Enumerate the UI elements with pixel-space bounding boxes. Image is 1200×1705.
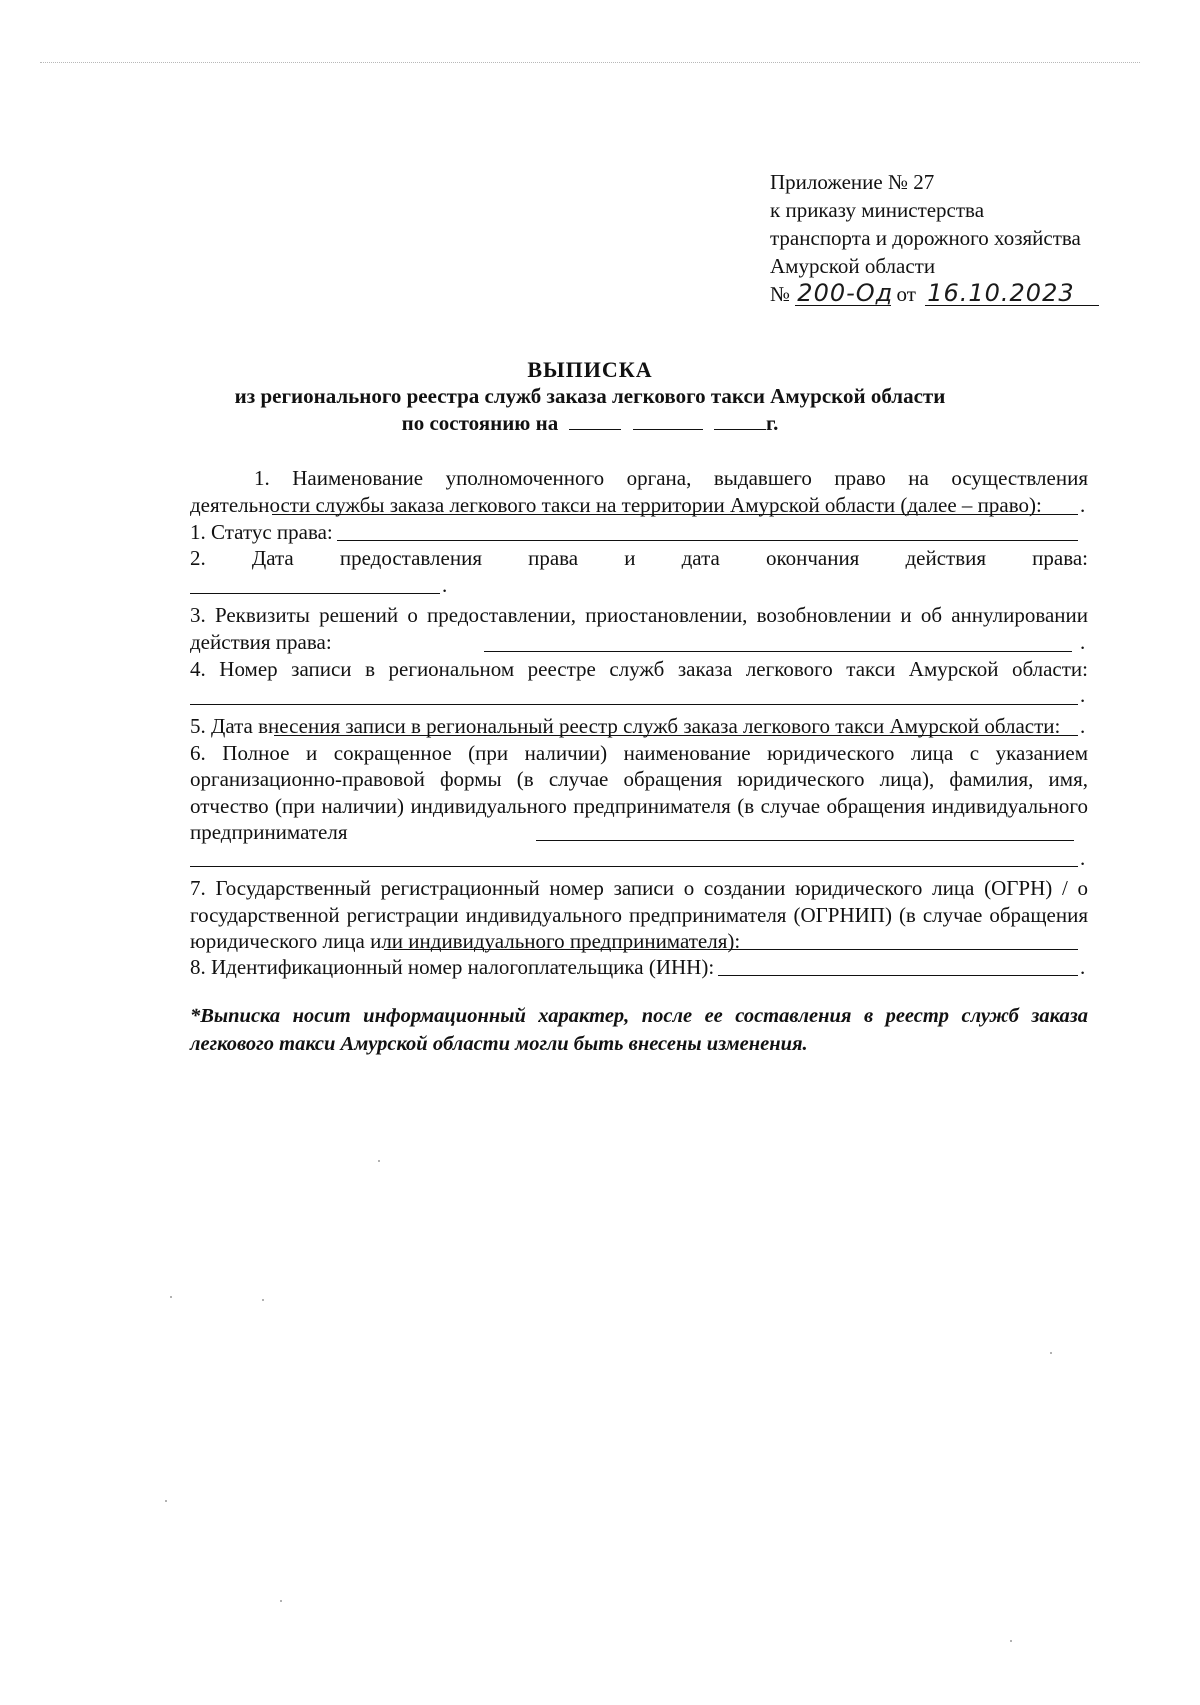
as-of-year-blank[interactable] [714,411,766,430]
item-3-field[interactable] [484,631,1072,652]
item-8 [190,954,1088,981]
item-2-dot: . [442,572,448,597]
document-heading [190,356,990,437]
item-6 [190,740,1088,872]
scan-edge-artifact [40,62,1140,63]
item-1b-label: 1. Статус права: [190,519,333,544]
order-number-prefix: № [770,282,791,306]
scan-speck [262,1299,264,1301]
order-number-handwritten: 200-Од [797,279,894,307]
item-4-fill-row [190,682,1088,709]
annex-block [770,168,1099,308]
item-4 [190,656,1088,709]
as-of-month-blank[interactable] [633,411,703,430]
status-field[interactable] [337,520,1078,541]
item-5-label: 5. Дата внесения записи в региональный реестр служб заказа легкового такси Амурской области: [190,713,1061,738]
annex-order-ref: к приказу министерства [770,198,985,222]
scan-speck [280,1600,282,1602]
scan-speck [170,1296,172,1298]
item-1-dot: . [1080,493,1086,517]
item-3 [190,602,1088,656]
item-5 [190,713,1088,740]
item-2-fill-row [190,572,1088,599]
disclaimer-note: *Выписка носит информационный характер, после ее составления в реестр служб заказа легкового такси Амурской области могли быть внесены изменения. [190,1005,1088,1055]
document-body [190,465,1088,1058]
item-1-label: 1. Наименование уполномоченного органа, выдавшего право на осуществления деятельности службы заказа легкового такси на территории Амурской области (далее – право): [190,466,1088,517]
item-1b [190,519,1088,546]
scan-speck [1050,1352,1052,1354]
item-8-label: 8. Идентификационный номер налогоплательщика (ИНН): [190,954,715,979]
item-8-dot: . [1080,954,1086,979]
item-4-label: 4. Номер записи в региональном реестре служб заказа легкового такси Амурской области: [190,656,1088,681]
scan-speck [165,1500,167,1502]
scan-speck [1010,1640,1012,1642]
item-3-dot: . [1080,630,1086,654]
item-1-field[interactable] [272,494,1078,515]
annex-region: Амурской области [770,254,936,278]
item-4-field[interactable] [190,684,1078,705]
item-5-dot: . [1080,714,1086,738]
item-7-label: 7. Государственный регистрационный номер записи о создании юридического лица (ОГРН) / о государственной регистрации индивидуального предпринимателя (ОГРНИП) (в случае обращения юридического лица или индивидуального предпринимателя): [190,876,1088,953]
item-4-dot: . [1080,683,1086,707]
item-1 [190,465,1088,519]
item-2-field[interactable] [190,573,440,594]
scan-speck [378,1160,380,1162]
year-suffix: г. [765,411,779,435]
item-7-field[interactable] [384,929,1078,950]
item-6-field-1[interactable] [536,820,1074,841]
item-6-fill-row-2 [190,845,1088,872]
annex-order-line [770,280,1099,308]
item-7 [190,875,1088,954]
as-of-day-blank[interactable] [569,411,621,430]
item-6-label: 6. Полное и сокращенное (при наличии) наименование юридического лица с указанием организационно-правовой формы (в случае обращения юридического лица), фамилия, имя, отчество (при наличии) индивидуального предпринимателя (в случае обращения индивидуального предпринимателя [190,740,1088,844]
annex-ministry: транспорта и дорожного хозяйства [770,226,1081,250]
as-of-line [190,410,990,437]
as-of-label: по состоянию на [401,411,559,435]
item-6-field-2[interactable] [190,846,1078,867]
item-3-label: 3. Реквизиты решений о предоставлении, приостановлении, возобновлении и об аннулировании действия права: [190,603,1088,654]
item-6-dot: . [1080,845,1086,870]
order-from-label: от [896,282,916,306]
inn-field[interactable] [718,955,1078,976]
item-2-label: 2. Дата предоставления права и дата окончания действия права: [190,546,1088,570]
annex-number: Приложение № 27 [770,170,935,194]
item-2 [190,545,1088,598]
item-5-field[interactable] [274,715,1078,736]
order-date-handwritten: 16.10.2023 [925,281,1099,306]
document-title: ВЫПИСКА [527,357,653,382]
document-subtitle: из регионального реестра служб заказа легкового такси Амурской области [234,384,946,408]
